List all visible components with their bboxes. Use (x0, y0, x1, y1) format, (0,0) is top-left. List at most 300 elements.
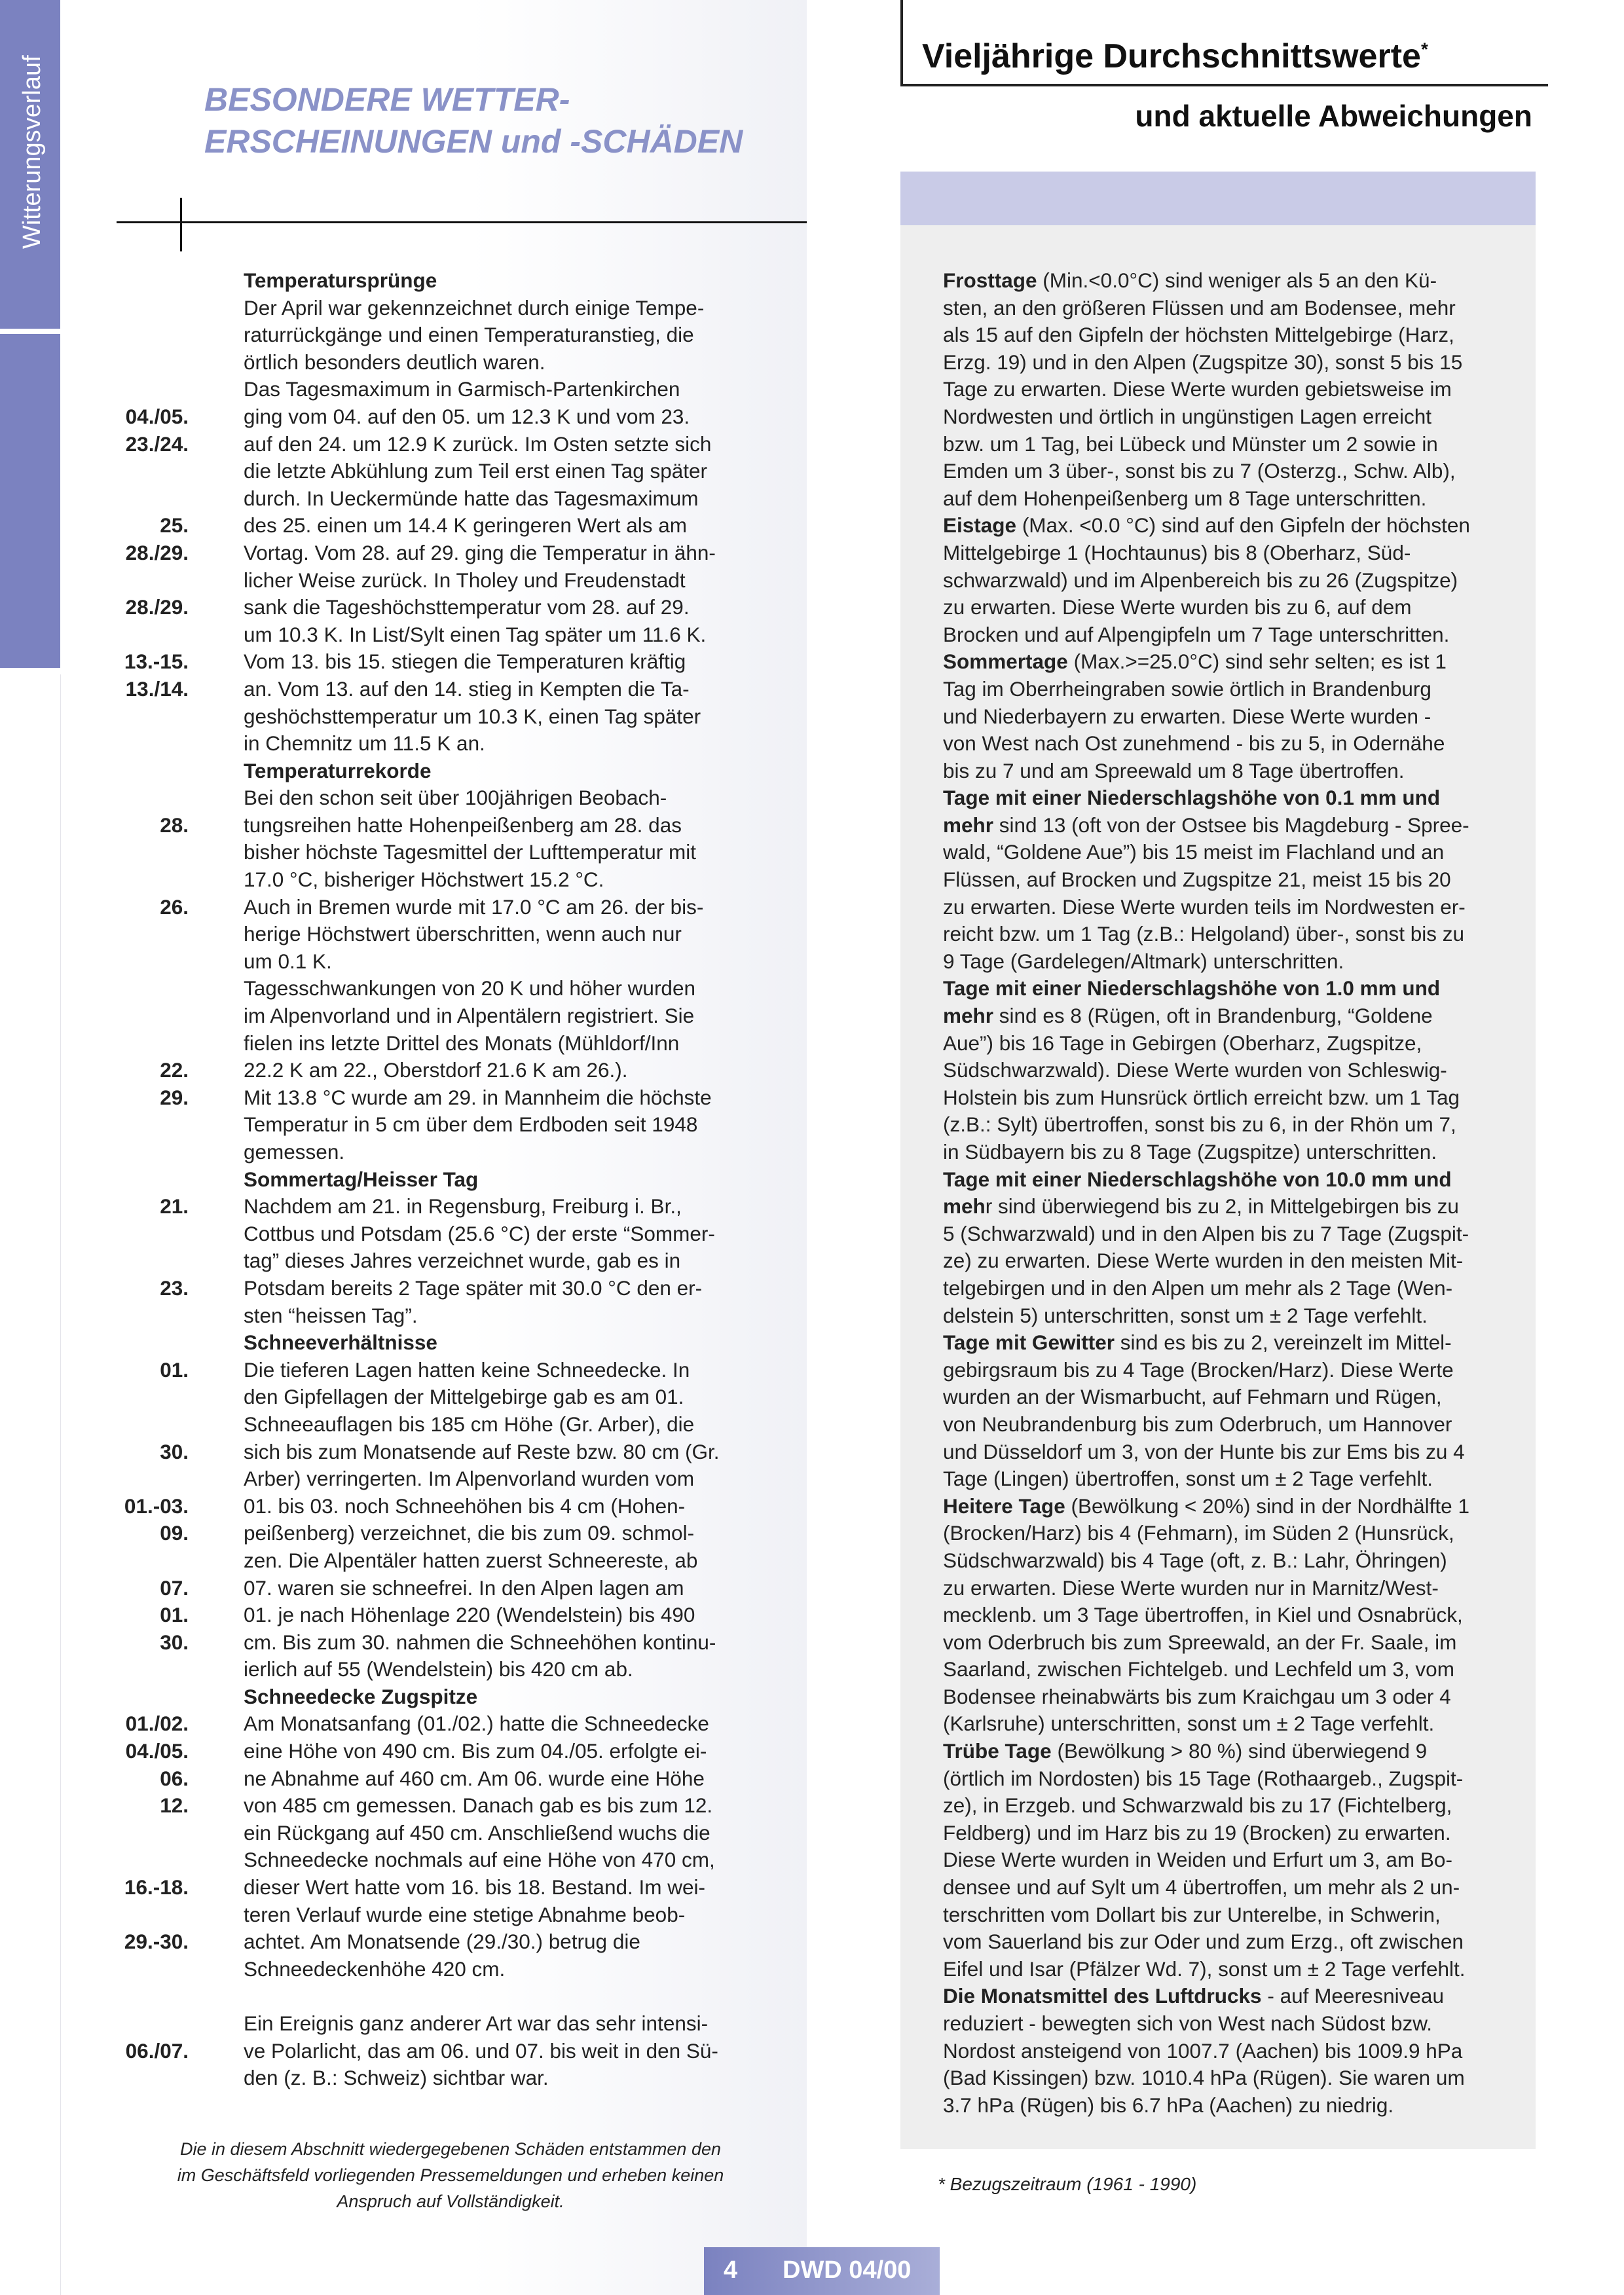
body-text: Nordwesten und örtlich in ungünstigen Lagen erreicht (943, 404, 1431, 428)
text-row (110, 1439, 745, 1466)
date-label (110, 1901, 189, 1929)
body-text: und Niederbayern zu erwarten. Diese Werte wurden - (943, 704, 1431, 728)
term-heading: Tage mit einer Niederschlagshöhe von 10.0 mm und (943, 1167, 1452, 1191)
date-label: 13./14. (125, 676, 189, 701)
body-text: zu erwarten. Diese Werte wurden nur in Marnitz/West- (943, 1575, 1439, 1600)
term-heading: Die Monatsmittel des Luftdrucks (943, 1984, 1262, 2008)
text-line (943, 1057, 1526, 1084)
text-line (943, 812, 1526, 839)
date-label (110, 1302, 189, 1330)
text-line (943, 784, 1526, 812)
date-label (110, 1411, 189, 1439)
date-label: 29.-30. (124, 1930, 189, 1954)
body-text: Eifel und Isar (Pfälzer Wd. 7), sonst um ± 2 Tage verfehlt. (943, 1956, 1466, 1981)
text-line (943, 376, 1526, 403)
body-text: schwarzwald) und im Alpenbereich bis zu 26 (Zugspitze) (943, 568, 1458, 592)
body-text: als 15 auf den Gipfeln der höchsten Mittelgebirge (Harz, (943, 323, 1454, 347)
body-text: - auf Meeresniveau (1261, 1984, 1444, 2008)
text-row (110, 1084, 745, 1112)
text-line (943, 1030, 1526, 1057)
text-line (943, 267, 1526, 295)
text-line (943, 1247, 1526, 1275)
text-row (110, 1792, 745, 1820)
text-line (943, 349, 1526, 376)
text-row (110, 1002, 745, 1030)
text-line (943, 512, 1526, 540)
body-text: fielen ins letzte Drittel des Monats (Mühldorf/Inn (244, 1031, 680, 1055)
body-text: Diese Werte wurden in Weiden und Erfurt um 3, am Bo- (943, 1848, 1452, 1872)
text-line (943, 458, 1526, 485)
text-line (943, 1928, 1526, 1956)
text-line (943, 594, 1526, 621)
text-line (943, 1221, 1526, 1248)
body-text: tungsreihen hatte Hohenpeißenberg am 28. das (244, 813, 682, 837)
subheading: Schneeverhältnisse (244, 1331, 437, 1355)
term-heading: Heitere Tage (943, 1494, 1065, 1518)
text-line (943, 321, 1526, 349)
body-text: zu erwarten. Diese Werte wurden teils im Nordwesten er- (943, 894, 1466, 919)
text-line (943, 1111, 1526, 1139)
body-text: gebirgsraum bis zu 4 Tage (Brocken/Harz). Diese Werte (943, 1357, 1454, 1382)
text-row (110, 1765, 745, 1793)
date-label (110, 758, 189, 785)
date-label (110, 1656, 189, 1683)
date-label (110, 1384, 189, 1411)
body-text: 22.2 K am 22., Oberstdorf 21.6 K am 26.). (244, 1058, 628, 1082)
date-label (110, 1111, 189, 1139)
side-tab-witterungsverlauf[interactable] (0, 0, 60, 329)
body-text: sten, an den größeren Flüssen und am Bodensee, mehr (943, 295, 1456, 320)
subheading-row (110, 758, 745, 785)
body-text: Holstein bis zum Hunsrück örtlich erreicht bzw. um 1 Tag (943, 1085, 1460, 1109)
body-text: Feldberg) und im Harz bis zu 19 (Brocken) zu erwarten. (943, 1820, 1451, 1845)
subheading: Sommertag/Heisser Tag (244, 1167, 479, 1191)
body-text: vom Sauerland bis zur Oder und zum Erzg., oft zwischen (943, 1930, 1464, 1954)
body-text: (Brocken/Harz) bis 4 (Fehmarn), im Süden 2 (Hunsrück, (943, 1521, 1454, 1545)
text-line (943, 1956, 1526, 1983)
body-text: Vom 13. bis 15. stiegen die Temperaturen kräftig (244, 650, 686, 674)
body-text: Cottbus und Potsdam (25.6 °C) der erste “Sommer- (244, 1221, 715, 1245)
text-row (110, 1465, 745, 1493)
body-text: von West nach Ost zunehmend - bis zu 5, in Odernähe (943, 731, 1445, 756)
body-text: terschritten vom Dollart bis zur Unterelbe, in Schwerin, (943, 1902, 1441, 1926)
body-text: Schneedecke nochmals auf eine Höhe von 470 cm, (244, 1848, 715, 1872)
right-title-footnote-mark: * (1420, 39, 1428, 60)
body-text: sind es bis zu 2, vereinzelt im Mittel- (1114, 1331, 1452, 1355)
date-label: 06. (160, 1766, 189, 1790)
body-text: Nordost ansteigend von 1007.7 (Aachen) bis 1009.9 hPa (943, 2038, 1463, 2063)
body-text: (Bewölkung < 20%) sind in der Nordhälfte 1 (1065, 1494, 1469, 1518)
text-line (943, 567, 1526, 595)
body-text: (örtlich im Nordosten) bis 15 Tage (Rothaargeb., Zugspit- (943, 1766, 1464, 1790)
date-label (110, 730, 189, 758)
text-row (110, 1710, 745, 1738)
subheading: Temperaturrekorde (244, 758, 432, 782)
date-label (110, 975, 189, 1002)
body-text: Tage (Lingen) übertroffen, sonst um ± 2 Tage verfehlt. (943, 1467, 1433, 1491)
text-line (943, 295, 1526, 322)
date-label: 04./05. (125, 404, 189, 428)
date-label (110, 1983, 189, 2010)
body-text: Emden um 3 über-, sonst bis zu 7 (Osterzg., Schw. Alb), (943, 459, 1456, 483)
text-line (943, 1765, 1526, 1793)
weather-events-text (110, 267, 745, 2092)
date-label: 21. (160, 1194, 189, 1219)
body-text: im Alpenvorland und in Alpentälern registriert. Sie (244, 1004, 695, 1028)
text-row (110, 784, 745, 812)
text-row (110, 540, 745, 567)
text-row (110, 567, 745, 595)
body-text: sich bis zum Monatsende auf Reste bzw. 80 cm (Gr. (244, 1439, 720, 1463)
body-text: Das Tagesmaximum in Garmisch-Partenkirchen (244, 377, 680, 401)
text-line (943, 1901, 1526, 1929)
body-text: Flüssen, auf Brocken und Zugspitze 21, meist 15 bis 20 (943, 868, 1451, 892)
date-label (110, 784, 189, 812)
body-text: telgebirgen und in den Alpen um mehr als 2 Tage (Wen- (943, 1276, 1453, 1300)
text-row (110, 1275, 745, 1302)
body-text: zen. Die Alpentäler hatten zuerst Schneereste, ab (244, 1548, 698, 1572)
date-label: 23./24. (125, 431, 189, 456)
text-row (110, 1820, 745, 1847)
text-row (110, 1656, 745, 1683)
body-text: Tag im Oberrheingraben sowie örtlich in Brandenburg (943, 676, 1431, 701)
body-text: auf dem Hohenpeißenberg um 8 Tage unterschritten. (943, 486, 1427, 510)
subheading-row (110, 1166, 745, 1194)
text-row (110, 1602, 745, 1629)
body-text: Mittelgebirge 1 (Hochtaunus) bis 8 (Oberharz, Süd- (943, 540, 1411, 564)
body-text: 01. bis 03. noch Schneehöhen bis 4 cm (Hohen- (244, 1494, 686, 1518)
side-strip-blank (0, 674, 61, 2295)
text-row (110, 403, 745, 431)
term-heading: Eistage (943, 513, 1017, 538)
text-line (943, 1002, 1526, 1030)
body-text: Südschwarzwald) bis 4 Tage (oft, z. B.: Lahr, Öhringen) (943, 1548, 1447, 1572)
date-label: 06./07. (125, 2038, 189, 2063)
text-line (943, 1738, 1526, 1765)
date-label: 01./02. (125, 1712, 189, 1736)
text-line (943, 1547, 1526, 1575)
text-row (110, 1520, 745, 1547)
text-line (943, 1329, 1526, 1357)
body-text: ein Rückgang auf 450 cm. Anschließend wuchs die (244, 1820, 710, 1845)
text-line (943, 1439, 1526, 1466)
footnote-line: im Geschäftsfeld vorliegenden Pressemeldungen und erheben keinen (177, 2165, 724, 2185)
text-line (943, 921, 1526, 948)
date-label (110, 321, 189, 349)
term-heading: Tage mit einer Niederschlagshöhe von 0.1 mm und (943, 786, 1441, 810)
text-row (110, 1221, 745, 1248)
date-label: 25. (160, 513, 189, 538)
reference-period-footnote: * Bezugszeitraum (1961 - 1990) (938, 2174, 1197, 2194)
date-label: 01.-03. (124, 1494, 189, 1518)
term-heading: mehr (943, 1004, 994, 1028)
section-title-line: ERSCHEINUNGEN und -SCHÄDEN (204, 123, 743, 160)
text-line (943, 1846, 1526, 1874)
text-row (110, 349, 745, 376)
term-heading: Tage mit einer Niederschlagshöhe von 1.0 mm und (943, 976, 1441, 1001)
date-label: 01. (160, 1603, 189, 1627)
body-text: Ein Ereignis ganz anderer Art war das sehr intensi- (244, 2011, 709, 2035)
body-text: reduziert - bewegten sich von West nach Südost bzw. (943, 2011, 1433, 2035)
text-line (943, 1520, 1526, 1547)
body-text: teren Verlauf wurde eine stetige Abnahme beob- (244, 1902, 686, 1926)
body-text: 9 Tage (Gardelegen/Altmark) unterschritten. (943, 949, 1344, 973)
page-number: 4 (724, 2256, 738, 2284)
averages-text (943, 267, 1526, 2119)
right-subtitle: und aktuelle Abweichungen (1135, 99, 1532, 133)
text-row (110, 1874, 745, 1901)
text-row (110, 321, 745, 349)
body-text: den (z. B.: Schweiz) sichtbar war. (244, 2066, 549, 2090)
term-heading: Trübe Tage (943, 1739, 1052, 1763)
text-row (110, 1384, 745, 1411)
date-label (110, 1329, 189, 1357)
body-text: licher Weise zurück. In Tholey und Freudenstadt (244, 568, 686, 592)
text-line (943, 1656, 1526, 1683)
term-heading: Sommertage (943, 650, 1068, 674)
body-text: bis zu 7 und am Spreewald um 8 Tage übertroffen. (943, 758, 1405, 782)
text-line (943, 2038, 1526, 2065)
date-label: 28./29. (125, 540, 189, 564)
left-footnote (149, 2136, 752, 2214)
text-row (110, 703, 745, 731)
body-text: (Bewölkung > 80 %) sind überwiegend 9 (1051, 1739, 1428, 1763)
text-row (110, 1057, 745, 1084)
text-row (110, 894, 745, 921)
text-row (110, 921, 745, 948)
body-text: ging vom 04. auf den 05. um 12.3 K und vom 23. (244, 404, 690, 428)
text-row (110, 648, 745, 676)
text-line (943, 1683, 1526, 1711)
body-text: eine Höhe von 490 cm. Bis zum 04./05. erfolgte ei- (244, 1739, 707, 1763)
subheading-row (110, 1683, 745, 1711)
body-text: an. Vom 13. auf den 14. stieg in Kempten die Ta- (244, 676, 690, 701)
date-label (110, 948, 189, 976)
body-text: (Max. <0.0 °C) sind auf den Gipfeln der höchsten (1016, 513, 1470, 538)
text-row (110, 2010, 745, 2038)
subheading: Temperatursprünge (244, 268, 437, 292)
body-text: 3.7 hPa (Rügen) bis 6.7 hPa (Aachen) zu niedrig. (943, 2093, 1394, 2117)
date-label: 22. (160, 1058, 189, 1082)
term-heading: meh (943, 1194, 986, 1219)
date-label (110, 703, 189, 731)
date-label: 30. (160, 1439, 189, 1463)
body-text: dieser Wert hatte vom 16. bis 18. Bestand. Im wei- (244, 1875, 705, 1900)
body-text: gemessen. (244, 1140, 345, 1164)
text-line (943, 758, 1526, 785)
body-text: (Karlsruhe) unterschritten, sonst um ± 2 Tage verfehlt. (943, 1712, 1435, 1736)
page-footer-box (704, 2247, 940, 2295)
date-label (110, 839, 189, 866)
text-line (943, 2065, 1526, 2092)
text-row (110, 866, 745, 894)
body-text: bisher höchste Tagesmittel der Lufttemperatur mit (244, 840, 697, 864)
date-label (110, 485, 189, 513)
text-row (110, 730, 745, 758)
date-label (110, 376, 189, 403)
text-row (110, 1575, 745, 1602)
date-label (110, 921, 189, 948)
text-line (943, 431, 1526, 458)
body-text: sind 13 (oft von der Ostsee bis Magdeburg - Spree- (993, 813, 1469, 837)
date-label: 26. (160, 894, 189, 919)
body-text: Bei den schon seit über 100jährigen Beobach- (244, 786, 667, 810)
text-row (110, 676, 745, 703)
body-text: Nachdem am 21. in Regensburg, Freiburg i. Br., (244, 1194, 682, 1219)
text-row (110, 839, 745, 866)
body-text: durch. In Ueckermünde hatte das Tagesmaximum (244, 486, 699, 510)
date-label (110, 295, 189, 322)
subheading-row (110, 1329, 745, 1357)
body-text: örtlich besonders deutlich waren. (244, 350, 545, 374)
body-text: Tage zu erwarten. Diese Werte wurden gebietsweise im (943, 377, 1452, 401)
body-text: Mit 13.8 °C wurde am 29. in Mannheim die höchste (244, 1085, 712, 1109)
body-text: Die tieferen Lagen hatten keine Schneedecke. In (244, 1357, 690, 1382)
text-row (110, 1139, 745, 1166)
date-label (110, 567, 189, 595)
body-text: vom Oderbruch bis zum Spreewald, an der Fr. Saale, im (943, 1630, 1457, 1654)
text-row (110, 975, 745, 1002)
text-line (943, 1792, 1526, 1820)
date-label (110, 1956, 189, 1983)
text-line (943, 1820, 1526, 1847)
body-text: 01. je nach Höhenlage 220 (Wendelstein) bis 490 (244, 1603, 695, 1627)
date-label (110, 1030, 189, 1057)
text-row (110, 1030, 745, 1057)
body-text: auf den 24. um 12.9 K zurück. Im Osten setzte sich (244, 431, 712, 456)
body-text: Tagesschwankungen von 20 K und höher wurden (244, 976, 695, 1001)
text-line (943, 676, 1526, 703)
body-text: peißenberg) verzeichnet, die bis zum 09. schmol- (244, 1521, 695, 1545)
date-label (110, 2010, 189, 2038)
side-tab-statistische-werte[interactable] (0, 334, 60, 668)
date-label: 12. (160, 1793, 189, 1818)
body-text: Auch in Bremen wurde mit 17.0 °C am 26. der bis- (244, 894, 704, 919)
right-header-band (900, 172, 1536, 225)
date-label (110, 1547, 189, 1575)
text-line (943, 948, 1526, 976)
body-text: in Südbayern bis zu 8 Tage (Zugspitze) unterschritten. (943, 1140, 1437, 1164)
side-navigation (0, 0, 60, 2295)
text-row (110, 621, 745, 649)
text-line (943, 403, 1526, 431)
body-text: des 25. einen um 14.4 K geringeren Wert als am (244, 513, 688, 538)
text-line (943, 621, 1526, 649)
text-row (110, 1302, 745, 1330)
body-text: (Bad Kissingen) bzw. 1010.4 hPa (Rügen). Sie waren um (943, 2066, 1465, 2090)
body-text: herige Höchstwert überschritten, wenn auch nur (244, 922, 682, 946)
body-text: sten “heissen Tag”. (244, 1303, 418, 1327)
text-line (943, 1275, 1526, 1302)
body-text: r sind überwiegend bis zu 2, in Mittelgebirgen bis zu (985, 1194, 1459, 1219)
text-line (943, 2092, 1526, 2120)
body-text: Brocken und auf Alpengipfeln um 7 Tage unterschritten. (943, 622, 1450, 646)
term-heading: Tage mit Gewitter (943, 1331, 1115, 1355)
body-text: den Gipfellagen der Mittelgebirge gab es am 01. (244, 1385, 684, 1409)
text-line (943, 1166, 1526, 1194)
body-text: reicht bzw. um 1 Tag (z.B.: Helgoland) über-, sonst bis zu (943, 922, 1465, 946)
body-text: Am Monatsanfang (01./02.) hatte die Schneedecke (244, 1712, 709, 1736)
body-text: Saarland, zwischen Fichtelgeb. und Lechfeld um 3, vom (943, 1657, 1454, 1681)
title-rule-vertical (180, 198, 182, 251)
text-row (110, 512, 745, 540)
body-text: 17.0 °C, bisheriger Höchstwert 15.2 °C. (244, 868, 604, 892)
date-label (110, 458, 189, 485)
text-line (943, 975, 1526, 1002)
date-label: 30. (160, 1630, 189, 1654)
body-text: Bodensee rheinabwärts bis zum Kraichgau um 3 oder 4 (943, 1684, 1451, 1708)
date-label (110, 1846, 189, 1874)
text-line (943, 1411, 1526, 1439)
body-text: ierlich auf 55 (Wendelstein) bis 420 cm ab. (244, 1657, 633, 1681)
body-text: zu erwarten. Diese Werte wurden bis zu 6, auf dem (943, 595, 1412, 619)
text-row (110, 1493, 745, 1520)
body-text: densee und auf Sylt um 4 übertroffen, um mehr als 2 un- (943, 1875, 1460, 1900)
footnote-line: Die in diesem Abschnitt wiedergegebenen Schäden entstammen den (179, 2139, 722, 2159)
date-label (110, 621, 189, 649)
text-line (943, 2010, 1526, 2038)
body-text: wald, “Goldene Aue”) bis 15 meist im Flachland und an (943, 840, 1445, 864)
text-line (943, 1193, 1526, 1221)
body-text: ze) zu erwarten. Diese Werte wurden in den meisten Mit- (943, 1249, 1464, 1273)
text-row (110, 812, 745, 839)
text-line (943, 1874, 1526, 1901)
text-line (943, 1465, 1526, 1493)
text-row (110, 485, 745, 513)
body-text: achtet. Am Monatsende (29./30.) betrug die (244, 1930, 640, 1954)
body-text: 07. waren sie schneefrei. In den Alpen lagen am (244, 1575, 684, 1600)
body-text: um 0.1 K. (244, 949, 332, 973)
body-text: sind es 8 (Rügen, oft in Brandenburg, “Goldene (993, 1004, 1433, 1028)
text-line (943, 1710, 1526, 1738)
text-row (110, 2065, 745, 2092)
text-row (110, 1111, 745, 1139)
date-label: 09. (160, 1521, 189, 1545)
term-heading: Frosttage (943, 268, 1037, 292)
body-text: Temperatur in 5 cm über dem Erdboden seit 1948 (244, 1112, 698, 1137)
text-row (110, 1928, 745, 1956)
body-text: von Neubrandenburg bis zum Oderbruch, um Hannover (943, 1412, 1452, 1436)
publication-label: DWD 04/00 (783, 2256, 912, 2284)
subheading-row (110, 267, 745, 295)
text-line (943, 540, 1526, 567)
subheading: Schneedecke Zugspitze (244, 1684, 478, 1708)
body-text: um 10.3 K. In List/Sylt einen Tag später um 11.6 K. (244, 622, 707, 646)
body-text: geshöchsttemperatur um 10.3 K, einen Tag später (244, 704, 701, 728)
body-text: Aue”) bis 16 Tage in Gebirgen (Oberharz, Zugspitze, (943, 1031, 1422, 1055)
body-text: tag” dieses Jahres verzeichnet wurde, gab es in (244, 1249, 681, 1273)
body-text: Der April war gekennzeichnet durch einige Tempe- (244, 295, 705, 320)
body-text: 5 (Schwarzwald) und in den Alpen bis zu 7 Tage (Zugspit- (943, 1221, 1469, 1245)
text-row (110, 1411, 745, 1439)
text-row (110, 458, 745, 485)
text-line (943, 648, 1526, 676)
text-row (110, 1901, 745, 1929)
date-label (110, 1465, 189, 1493)
body-text: bzw. um 1 Tag, bei Lübeck und Münster um 2 sowie in (943, 431, 1438, 456)
text-row (110, 376, 745, 403)
body-text: raturrückgänge und einen Temperaturanstieg, die (244, 323, 694, 347)
text-line (943, 1384, 1526, 1411)
date-label: 01. (160, 1357, 189, 1382)
body-text: ze), in Erzgeb. und Schwarzwald bis zu 17 (Fichtelberg, (943, 1793, 1452, 1818)
body-text: Schneedeckenhöhe 420 cm. (244, 1956, 506, 1981)
text-line (943, 1139, 1526, 1166)
text-row (110, 1193, 745, 1221)
body-text: Potsdam bereits 2 Tage später mit 30.0 °C den er- (244, 1276, 703, 1300)
text-row (110, 1738, 745, 1765)
body-text: von 485 cm gemessen. Danach gab es bis zum 12. (244, 1793, 713, 1818)
